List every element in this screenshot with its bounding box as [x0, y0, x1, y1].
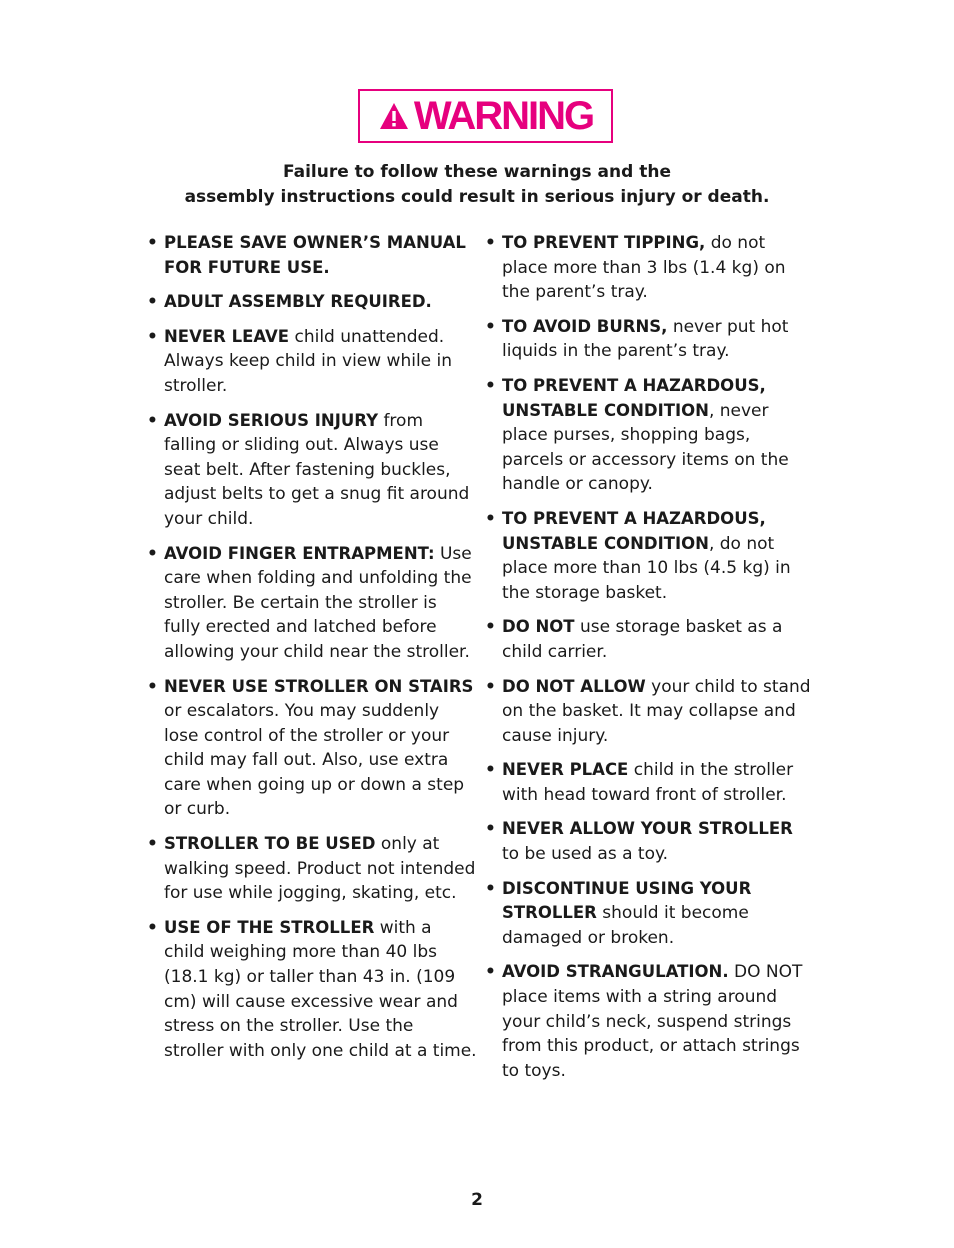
warning-item-heading: DO NOT [502, 617, 575, 637]
warning-item-heading: NEVER USE STROLLER ON STAIRS [164, 676, 474, 696]
warning-item-heading: DISCONTINUE USING YOUR STROLLER [502, 878, 752, 923]
bullet-icon: • [485, 760, 496, 781]
warning-item [147, 325, 477, 399]
bullet-icon: • [147, 543, 158, 564]
warning-item-text: child unattended. Always keep child in view while in stroller. [164, 326, 453, 396]
warning-item-heading: TO AVOID BURNS, [502, 316, 668, 336]
right-warning-column [485, 231, 815, 1093]
intro-statement [0, 160, 954, 210]
warning-item-heading: USE OF THE STROLLER [164, 917, 375, 937]
bullet-icon: • [485, 878, 496, 899]
bullet-icon: • [485, 233, 496, 253]
warning-item-heading: TO PREVENT A HAZARDOUS, UNSTABLE CONDITION [502, 508, 766, 553]
page-number: 2 [471, 1190, 483, 1210]
warning-item-text: with a child weighing more than 40 lbs (18.1 kg) or taller than 43 in. (109 cm) will cause excessive wear and stress on the stroller. Use the stroller with only one child at a time. [164, 917, 477, 1061]
warning-item-heading: PLEASE SAVE OWNER’S MANUAL FOR FUTURE USE. [164, 233, 466, 277]
bullet-icon: • [147, 292, 158, 313]
warning-item-heading: NEVER PLACE [502, 760, 629, 780]
warning-item [485, 960, 815, 1083]
warning-item-text: only at walking speed. Product not intended for use while jogging, skating, etc. [164, 834, 476, 904]
bullet-icon: • [147, 410, 158, 431]
warning-item-text: from falling or sliding out. Always use seat belt. After fastening buckles, adjust belts to get a snug fit around your child. [164, 410, 470, 529]
warning-item-heading: NEVER LEAVE [164, 326, 290, 346]
warning-banner [358, 89, 613, 143]
warning-item [147, 231, 477, 280]
warning-item [485, 758, 815, 807]
bullet-icon: • [485, 316, 496, 337]
warning-item-text: Use care when folding and unfolding the stroller. Be certain the stroller is fully erected and latched before allowing your child near the stroller. [164, 543, 472, 662]
warning-item [485, 877, 815, 951]
warning-item-heading: AVOID STRANGULATION. [502, 962, 729, 982]
warning-item-text: child in the stroller with head toward front of stroller. [502, 760, 794, 805]
warning-item [485, 507, 815, 605]
bullet-icon: • [147, 917, 158, 938]
warning-item-text: use storage basket as a child carrier. [502, 617, 783, 662]
warning-item-heading: DO NOT ALLOW [502, 676, 646, 696]
intro-line-1: Failure to follow these warnings and the [283, 162, 671, 182]
intro-line-2: assembly instructions could result in serious injury or death. [184, 187, 770, 207]
warning-item [485, 675, 815, 749]
warning-item [485, 315, 815, 364]
warning-triangle-icon [378, 101, 410, 131]
warning-item [485, 817, 815, 866]
bullet-icon: • [147, 834, 158, 855]
bullet-icon: • [147, 676, 158, 697]
warning-item [485, 231, 815, 305]
warning-item [485, 615, 815, 664]
warning-item-text: , never place purses, shopping bags, parcels or accessory items on the handle or canopy. [502, 400, 789, 495]
warning-item-text: to be used as a toy. [502, 844, 669, 865]
warning-item-heading: TO PREVENT A HAZARDOUS, UNSTABLE CONDITION [502, 375, 766, 420]
warning-item-text: never put hot liquids in the parent’s tray. [502, 316, 789, 362]
warning-item-heading: AVOID SERIOUS INJURY [164, 410, 379, 430]
bullet-icon: • [147, 326, 158, 347]
warning-item-heading: ADULT ASSEMBLY REQUIRED. [164, 292, 432, 312]
warning-item [485, 374, 815, 497]
bullet-icon: • [485, 375, 496, 396]
bullet-icon: • [485, 676, 496, 697]
warning-item-text: DO NOT place items with a string around your child’s neck, suspend strings from this product, or attach strings to toys. [502, 962, 803, 1081]
warning-item-text: , do not place more than 10 lbs (4.5 kg) in the storage basket. [502, 533, 791, 603]
bullet-icon: • [485, 962, 496, 983]
bullet-icon: • [485, 617, 496, 638]
bullet-icon: • [147, 233, 158, 253]
warning-item-text: do not place more than 3 lbs (1.4 kg) on the parent’s tray. [502, 233, 786, 303]
warning-item-heading: TO PREVENT TIPPING, [502, 233, 706, 252]
warning-item-text: your child to stand on the basket. It may collapse and cause injury. [502, 676, 811, 746]
warning-item [147, 542, 477, 665]
warning-item-text: or escalators. You may suddenly lose control of the stroller or your child may fall out. Also, use extra care when going up or down a step or curb. [164, 701, 465, 820]
warning-item-heading: NEVER ALLOW YOUR STROLLER [502, 819, 793, 839]
warning-item-heading: STROLLER TO BE USED [164, 834, 376, 854]
warning-item [147, 832, 477, 906]
warning-item-heading: AVOID FINGER ENTRAPMENT: [164, 543, 435, 563]
bullet-icon: • [485, 508, 496, 529]
bullet-icon: • [485, 819, 496, 840]
warning-item [147, 290, 477, 315]
warning-title: WARNING [413, 94, 594, 138]
left-warning-column [147, 231, 477, 1073]
warning-item [147, 675, 477, 823]
warning-item [147, 916, 477, 1064]
warning-item [147, 409, 477, 532]
warning-item-text: should it become damaged or broken. [502, 903, 749, 948]
